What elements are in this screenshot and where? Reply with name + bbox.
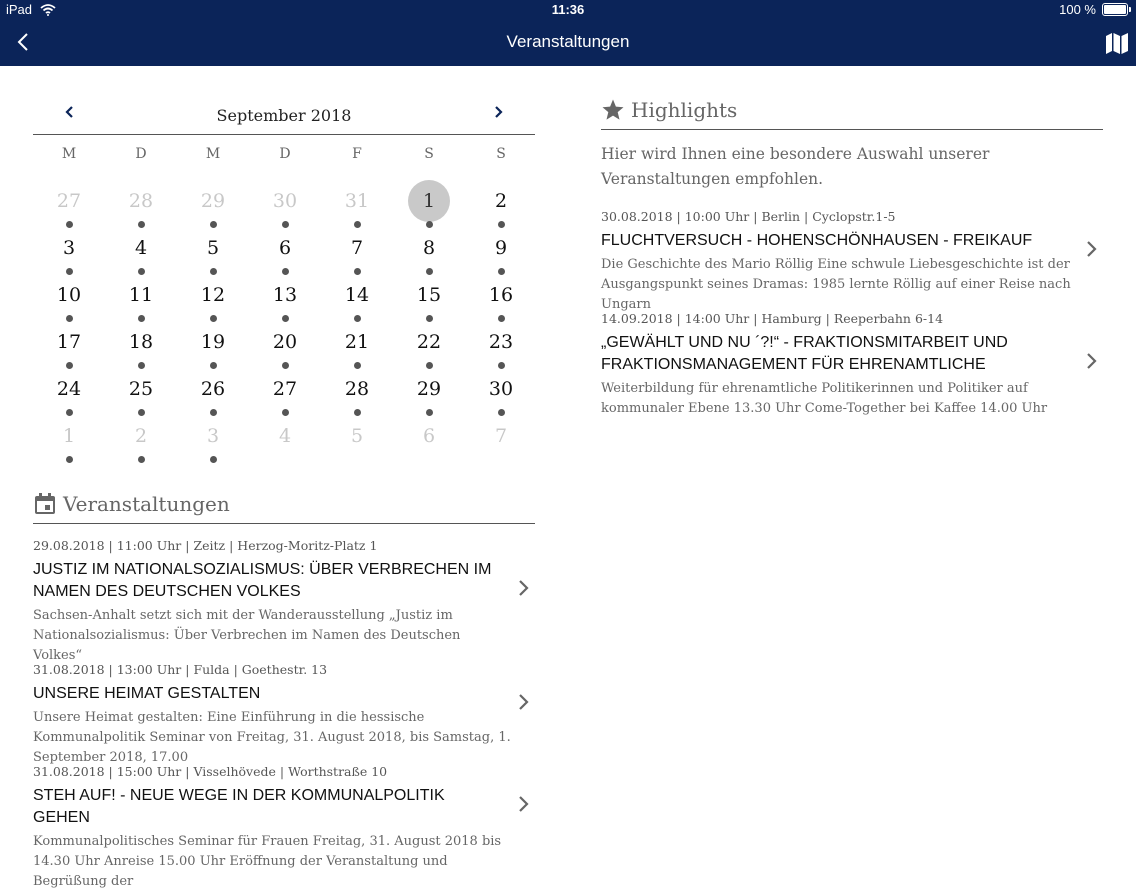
- battery-icon: [1102, 3, 1128, 16]
- event-meta: 31.08.2018 | 15:00 Uhr | Visselhövede | Worthstraße 10: [33, 764, 388, 779]
- calendar-day[interactable]: [105, 180, 177, 227]
- calendar-day[interactable]: [249, 321, 321, 368]
- event-item[interactable]: [33, 662, 535, 768]
- calendar-day[interactable]: [33, 368, 105, 415]
- calendar-day[interactable]: [393, 227, 465, 274]
- calendar-day[interactable]: [105, 321, 177, 368]
- day-number: 26: [200, 378, 226, 400]
- weekday-label: M: [205, 146, 221, 162]
- calendar-day[interactable]: [33, 227, 105, 274]
- highlights-intro: Hier wird Ihnen eine besondere Auswahl unserer Veranstaltungen empfohlen.: [601, 145, 990, 188]
- event-title: STEH AUF! - NEUE WEGE IN DER KOMMUNALPOLITIK GEHEN: [33, 787, 445, 826]
- day-number: 1: [408, 180, 450, 222]
- event-description: Weiterbildung für ehrenamtliche Politikerinnen und Politiker auf kommunaler Ebene 13.30 Uhr Come-Together bei Kaffee 14.00 Uhr: [601, 381, 1048, 416]
- weekday-label: S: [496, 146, 506, 162]
- day-number: 18: [128, 331, 154, 353]
- highlights-section-header: [601, 98, 1103, 130]
- day-number: 16: [488, 284, 514, 306]
- day-number: 4: [278, 425, 292, 447]
- calendar-day[interactable]: [105, 227, 177, 274]
- calendar-day[interactable]: [465, 368, 537, 415]
- calendar-day[interactable]: [465, 415, 537, 462]
- event-item[interactable]: [33, 764, 535, 892]
- calendar-day[interactable]: [321, 368, 393, 415]
- day-number: 11: [128, 284, 154, 306]
- day-number: 21: [344, 331, 370, 353]
- event-item[interactable]: [601, 209, 1103, 315]
- event-indicator-dot: [210, 456, 217, 463]
- day-number: 17: [56, 331, 82, 353]
- calendar-day[interactable]: [177, 180, 249, 227]
- calendar-day[interactable]: [465, 227, 537, 274]
- event-item[interactable]: [601, 311, 1103, 419]
- day-number: 2: [494, 190, 508, 212]
- day-number: 30: [272, 190, 298, 212]
- day-number: 29: [200, 190, 226, 212]
- calendar-day[interactable]: [249, 180, 321, 227]
- day-number: 2: [134, 425, 148, 447]
- day-number: 19: [200, 331, 226, 353]
- calendar-day[interactable]: [249, 274, 321, 321]
- calendar-day[interactable]: [321, 415, 393, 462]
- calendar-day-selected[interactable]: [393, 180, 465, 227]
- weekday-label: S: [424, 146, 434, 162]
- status-right: [1059, 2, 1128, 17]
- calendar-day[interactable]: [393, 321, 465, 368]
- day-number: 13: [272, 284, 298, 306]
- day-number: 27: [56, 190, 82, 212]
- calendar-day[interactable]: [177, 227, 249, 274]
- calendar-day[interactable]: [393, 368, 465, 415]
- day-number: 3: [206, 425, 220, 447]
- event-meta: 14.09.2018 | 14:00 Uhr | Hamburg | Reeperbahn 6-14: [601, 311, 944, 326]
- day-number: 3: [62, 237, 76, 259]
- calendar-day[interactable]: [177, 321, 249, 368]
- day-number: 4: [134, 237, 148, 259]
- chevron-right-icon: [1084, 237, 1100, 261]
- day-number: 23: [488, 331, 514, 353]
- day-number: 28: [344, 378, 370, 400]
- day-number: 5: [206, 237, 220, 259]
- calendar-icon: [33, 492, 57, 516]
- next-month-button[interactable]: [489, 100, 509, 124]
- calendar-day[interactable]: [465, 274, 537, 321]
- event-description: Kommunalpolitisches Seminar für Frauen Freitag, 31. August 2018 bis 14.30 Uhr Anreise 15.00 Uhr Eröffnung der Veranstaltung und Begrüßung der: [33, 834, 502, 889]
- weekday-label: D: [279, 146, 291, 162]
- event-description: Die Geschichte des Mario Röllig Eine schwule Liebesgeschichte ist der Ausgangspunkt seines Dramas: 1985 lernte Röllig auf einer Reise nach Ungarn: [601, 257, 1071, 312]
- calendar-month-label: September 2018: [216, 106, 352, 125]
- event-title: UNSERE HEIMAT GESTALTEN: [33, 685, 261, 702]
- calendar-day[interactable]: [465, 180, 537, 227]
- event-indicator-dot: [66, 456, 73, 463]
- star-icon: [601, 98, 625, 122]
- event-meta: 29.08.2018 | 11:00 Uhr | Zeitz | Herzog-Moritz-Platz 1: [33, 538, 378, 553]
- event-description: Sachsen-Anhalt setzt sich mit der Wanderausstellung „Justiz im Nationalsozialismus: Über Verbrechen im Namen des Deutschen Volkes“: [33, 608, 461, 663]
- page-title: Veranstaltungen: [506, 32, 630, 51]
- event-indicator-dot: [138, 456, 145, 463]
- calendar-weekdays: [33, 146, 535, 162]
- calendar-day[interactable]: [33, 415, 105, 462]
- calendar-day[interactable]: [177, 274, 249, 321]
- chevron-right-icon: [1084, 349, 1100, 373]
- day-number: 9: [494, 237, 508, 259]
- day-number: 24: [56, 378, 82, 400]
- chevron-right-icon: [516, 792, 532, 816]
- calendar-day[interactable]: [33, 321, 105, 368]
- event-description: Unsere Heimat gestalten: Eine Einführung in die hessische Kommunalpolitik Seminar von Freitag, 31. August 2018, bis Samstag, 1. September 2018, 17.00: [33, 710, 511, 765]
- weekday-label: F: [352, 146, 362, 162]
- calendar-day[interactable]: [105, 368, 177, 415]
- event-meta: 30.08.2018 | 10:00 Uhr | Berlin | Cyclopstr.1-5: [601, 209, 896, 224]
- highlights-section-title: Highlights: [631, 98, 738, 122]
- day-number: 10: [56, 284, 82, 306]
- day-number: 25: [128, 378, 154, 400]
- calendar-day[interactable]: [321, 180, 393, 227]
- calendar-header: [33, 96, 535, 135]
- day-number: 8: [422, 237, 436, 259]
- day-number: 7: [350, 237, 364, 259]
- calendar-day[interactable]: [249, 368, 321, 415]
- day-number: 1: [62, 425, 76, 447]
- day-number: 31: [344, 190, 370, 212]
- chevron-right-icon: [516, 690, 532, 714]
- calendar-day[interactable]: [321, 321, 393, 368]
- calendar-day[interactable]: [177, 368, 249, 415]
- day-number: 27: [272, 378, 298, 400]
- day-number: 15: [416, 284, 442, 306]
- day-number: 7: [494, 425, 508, 447]
- calendar-day[interactable]: [249, 227, 321, 274]
- day-number: 30: [488, 378, 514, 400]
- calendar-day[interactable]: [105, 415, 177, 462]
- event-title: FLUCHTVERSUCH - HOHENSCHÖNHAUSEN - FREIKAUF: [601, 232, 1033, 249]
- battery-percent: 100 %: [1059, 2, 1096, 17]
- day-number: 20: [272, 331, 298, 353]
- day-number: 5: [350, 425, 364, 447]
- calendar-day[interactable]: [321, 227, 393, 274]
- calendar-day[interactable]: [321, 274, 393, 321]
- calendar-day[interactable]: [393, 274, 465, 321]
- status-time: 11:36: [551, 2, 585, 17]
- event-meta: 31.08.2018 | 13:00 Uhr | Fulda | Goethestr. 13: [33, 662, 328, 677]
- event-title: JUSTIZ IM NATIONALSOZIALISMUS: ÜBER VERBRECHEN IM NAMEN DES DEUTSCHEN VOLKES: [33, 561, 492, 600]
- day-number: 14: [344, 284, 370, 306]
- calendar-day[interactable]: [33, 180, 105, 227]
- day-number: 6: [422, 425, 436, 447]
- navigation-bar: [0, 0, 1136, 66]
- calendar-day[interactable]: [393, 415, 465, 462]
- calendar-day[interactable]: [465, 321, 537, 368]
- events-section-title: Veranstaltungen: [63, 492, 230, 516]
- day-number: 6: [278, 237, 292, 259]
- calendar-day[interactable]: [177, 415, 249, 462]
- calendar-day[interactable]: [105, 274, 177, 321]
- calendar-day[interactable]: [33, 274, 105, 321]
- day-number: 29: [416, 378, 442, 400]
- day-number: 28: [128, 190, 154, 212]
- day-number: 12: [200, 284, 226, 306]
- weekday-label: M: [61, 146, 77, 162]
- calendar-grid: [33, 180, 535, 462]
- calendar-day[interactable]: [249, 415, 321, 462]
- events-section-header: [33, 492, 535, 524]
- event-item[interactable]: [33, 538, 535, 666]
- event-title: „GEWÄHLT UND NU ´?!“ - FRAKTIONSMITARBEIT UND FRAKTIONSMANAGEMENT FÜR EHRENAMTLICHE: [601, 334, 1008, 373]
- weekday-label: D: [135, 146, 147, 162]
- map-button[interactable]: [1104, 30, 1130, 56]
- day-number: 22: [416, 331, 442, 353]
- chevron-right-icon: [516, 576, 532, 600]
- device-label: iPad: [6, 2, 33, 17]
